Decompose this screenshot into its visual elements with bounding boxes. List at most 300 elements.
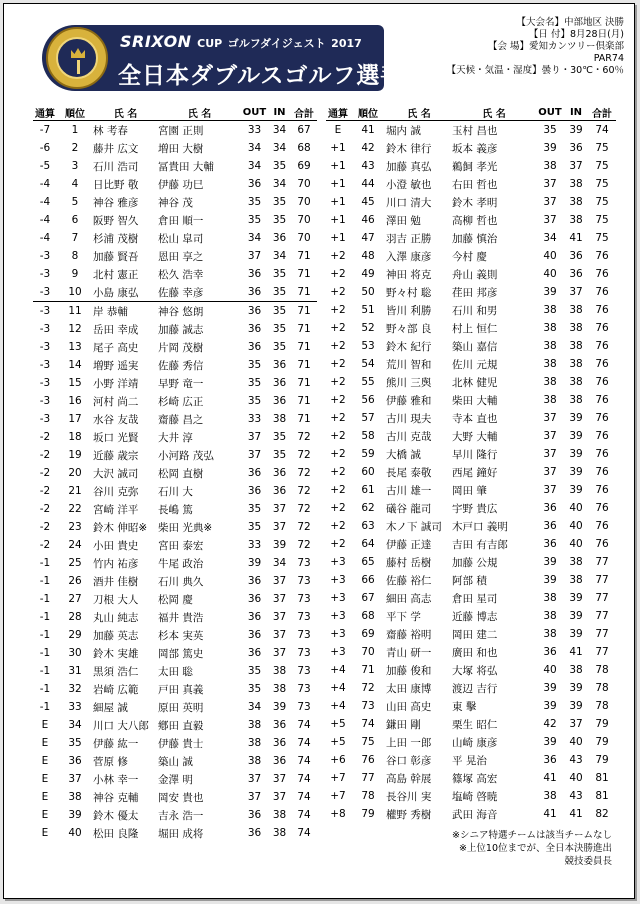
cell-score: -3	[39, 377, 51, 389]
table-row	[326, 301, 616, 319]
table-row	[33, 734, 317, 752]
cell-out: 38	[543, 160, 557, 172]
cell-score: +2	[330, 466, 346, 478]
table-header	[326, 105, 616, 121]
table-row	[326, 643, 616, 661]
cell-out: 34	[247, 701, 262, 713]
cell-player1: 鎌田 剛	[386, 718, 421, 731]
cell-player2: 吉田 有吉郎	[452, 538, 508, 551]
cell-in: 38	[569, 304, 583, 316]
cell-player2: 西尾 鐘好	[452, 466, 498, 479]
table-row	[33, 662, 317, 680]
cell-total: 78	[595, 700, 609, 712]
cell-player2: 松山 皐司	[158, 232, 204, 245]
cell-in: 40	[569, 502, 583, 514]
cell-player1: 加藤 俊和	[386, 664, 432, 677]
cell-rank: 56	[361, 394, 375, 406]
cell-total: 71	[297, 341, 311, 353]
table-row	[326, 571, 616, 589]
cell-total: 76	[595, 322, 609, 334]
cell-player2: 鄕田 直毅	[158, 719, 204, 732]
cell-player1: 佐藤 裕仁	[386, 574, 432, 587]
cell-player2: 加藤 公規	[452, 556, 498, 569]
cell-score: -3	[33, 283, 57, 302]
cell-score: +3	[330, 646, 346, 658]
cell-in: 37	[272, 629, 287, 641]
cell-rank: 47	[361, 232, 375, 244]
cell-rank: 68	[361, 610, 375, 622]
event-date: 【日 付】8月28日(月)	[528, 29, 624, 40]
cell-total: 69	[297, 160, 311, 172]
table-row	[33, 428, 317, 446]
cell-in: 38	[569, 556, 583, 568]
table-row	[33, 175, 317, 193]
table-row	[33, 518, 317, 536]
tournament-logo	[42, 25, 429, 91]
cell-rank: 31	[68, 665, 82, 677]
cell-out: 36	[247, 323, 262, 335]
cell-rank: 36	[68, 755, 82, 767]
cell-rank: 16	[68, 395, 82, 407]
table-row	[326, 229, 616, 247]
cell-player2: 金澤 明	[158, 773, 193, 786]
cell-rank: 63	[361, 520, 375, 532]
table-row	[33, 247, 317, 265]
cell-player2: 岡田 建二	[452, 628, 498, 641]
cell-total: 76	[595, 448, 609, 460]
cell-rank: 64	[361, 538, 375, 550]
cell-score: +1	[330, 232, 346, 244]
cell-out: 34	[543, 232, 557, 244]
cell-out: 37	[543, 466, 557, 478]
table-row	[326, 607, 616, 625]
cell-in: 34	[272, 250, 287, 262]
cell-total: 76	[595, 250, 609, 262]
cell-out: 33	[247, 539, 262, 551]
cell-rank: 51	[361, 304, 375, 316]
cell-rank: 2	[71, 142, 79, 154]
cell-in: 43	[569, 790, 583, 802]
cell-rank: 14	[68, 359, 82, 371]
cell-out: 36	[247, 611, 262, 623]
cell-score: +2	[330, 358, 346, 370]
cell-out: 38	[543, 322, 557, 334]
cell-rank: 38	[68, 791, 82, 803]
cell-in: 37	[272, 575, 287, 587]
cell-out: 35	[247, 377, 262, 389]
table-row	[33, 356, 317, 374]
cell-player2: 松岡 直樹	[158, 467, 204, 480]
table-row	[33, 680, 317, 698]
table-header	[33, 105, 317, 121]
cell-player1: 青山 研一	[386, 646, 432, 659]
table-row	[326, 697, 616, 715]
cell-total: 72	[297, 539, 311, 551]
event-info	[447, 17, 624, 77]
cell-player1: 大沢 誠司	[93, 467, 139, 480]
cell-total: 73	[297, 611, 311, 623]
cell-total: 76	[595, 286, 609, 298]
cell-in: 36	[272, 485, 287, 497]
table-row	[326, 193, 616, 211]
table-row	[33, 410, 317, 428]
cell-player2: 荏田 邦彦	[452, 286, 498, 299]
cell-total: 74	[297, 809, 311, 821]
cell-player1: 長谷川 実	[386, 790, 432, 803]
cell-total: 79	[595, 736, 609, 748]
cell-player1: 鈴木 優太	[93, 809, 139, 822]
cell-in: 36	[272, 719, 287, 731]
header-name2: 氏 名	[452, 105, 536, 121]
cell-out: 38	[543, 340, 557, 352]
cell-total: 74	[297, 773, 311, 785]
cell-out: 36	[247, 647, 262, 659]
cell-out: 41	[543, 772, 557, 784]
cell-player2: 倉田 順一	[158, 214, 204, 227]
crest-icon	[46, 27, 108, 89]
cell-player1: 藤井 広文	[93, 142, 139, 155]
cell-out: 37	[543, 214, 557, 226]
cell-rank: 39	[68, 809, 82, 821]
cell-in: 38	[272, 665, 287, 677]
cell-player2: 冨貴田 大輔	[158, 160, 214, 173]
cell-in: 38	[569, 394, 583, 406]
cell-in: 35	[272, 305, 287, 317]
table-row	[326, 283, 616, 301]
cell-total: 72	[297, 431, 311, 443]
cell-out: 39	[543, 142, 557, 154]
table-row	[326, 499, 616, 517]
cell-player2: 早川 隆行	[452, 448, 498, 461]
cell-player1: 伊藤 紘一	[93, 737, 139, 750]
table-row	[326, 157, 616, 175]
cell-out: 38	[543, 592, 557, 604]
cell-score: -3	[39, 250, 51, 262]
cell-total: 71	[297, 323, 311, 335]
cell-in: 39	[569, 466, 583, 478]
cell-in: 37	[272, 773, 287, 785]
cell-total: 72	[297, 503, 311, 515]
cell-player1: 加藤 賢吾	[93, 250, 139, 263]
cell-score: E	[41, 827, 49, 839]
cell-in: 34	[272, 178, 287, 190]
cell-out: 35	[247, 683, 262, 695]
cell-in: 41	[569, 232, 583, 244]
cell-total: 75	[595, 214, 609, 226]
cell-player1: 權野 秀樹	[386, 808, 432, 821]
cell-out: 35	[247, 395, 262, 407]
table-row	[326, 265, 616, 283]
cell-out: 40	[543, 268, 557, 280]
table-row	[33, 265, 317, 283]
cell-player2: 福井 貴浩	[158, 611, 204, 624]
cell-total: 77	[595, 556, 609, 568]
cell-player1: 齋藤 裕明	[386, 628, 432, 641]
cell-in: 36	[569, 142, 583, 154]
cell-player1: 野々部 良	[386, 322, 432, 335]
cell-player1: 増野 遥実	[93, 359, 139, 372]
cell-out: 37	[247, 431, 262, 443]
cell-in: 37	[272, 521, 287, 533]
cell-total: 72	[297, 485, 311, 497]
cell-player2: 恩田 享之	[158, 250, 204, 263]
table-row	[326, 445, 616, 463]
cell-player1: 坂口 光賢	[93, 431, 139, 444]
table-row	[33, 338, 317, 356]
table-row	[33, 806, 317, 824]
cell-score: -3	[39, 323, 51, 335]
cell-in: 39	[569, 628, 583, 640]
cell-in: 39	[569, 610, 583, 622]
cell-total: 75	[595, 160, 609, 172]
cell-score: +2	[330, 268, 346, 280]
cell-rank: 71	[361, 664, 375, 676]
cell-player2: 坂本 義彦	[452, 142, 498, 155]
cell-score: +4	[330, 682, 346, 694]
cell-player2: 伊藤 貴士	[158, 737, 204, 750]
table-row	[33, 698, 317, 716]
cell-player2: 岡田 肇	[452, 484, 487, 497]
cell-rank: 57	[361, 412, 375, 424]
cell-out: 38	[543, 394, 557, 406]
table-row	[326, 175, 616, 193]
cell-rank: 32	[68, 683, 82, 695]
cell-score: -1	[39, 575, 51, 587]
table-row	[33, 554, 317, 572]
cell-in: 38	[569, 340, 583, 352]
cell-player2: 宮田 泰宏	[158, 539, 204, 552]
cell-out: 36	[247, 629, 262, 641]
cell-out: 38	[543, 790, 557, 802]
cell-player1: 神谷 雅彦	[93, 196, 139, 209]
cell-total: 71	[291, 283, 317, 302]
cell-out: 36	[247, 467, 262, 479]
cell-in: 37	[569, 160, 583, 172]
cell-score: E	[334, 124, 342, 136]
cell-player1: 宮崎 洋平	[93, 503, 139, 516]
cell-score: +1	[330, 178, 346, 190]
cell-player1: 松田 良隆	[93, 827, 139, 840]
cell-in: 36	[272, 232, 287, 244]
cell-player2: 伊藤 功巳	[158, 178, 204, 191]
cell-player1: 小林 幸一	[93, 773, 139, 786]
header-total: 合計	[291, 105, 317, 121]
cell-total: 81	[595, 790, 609, 802]
cell-rank: 21	[68, 485, 82, 497]
cell-score: -1	[39, 593, 51, 605]
cell-player1: 大橋 誠	[386, 448, 421, 461]
cell-player2: 築山 誠	[158, 755, 193, 768]
cell-total: 76	[595, 340, 609, 352]
cell-player1: 岳田 幸成	[93, 323, 139, 336]
cell-rank: 69	[361, 628, 375, 640]
cell-score: -1	[39, 683, 51, 695]
cell-player1: 平下 学	[386, 610, 421, 623]
cell-in: 36	[272, 359, 287, 371]
cell-rank: 44	[361, 178, 375, 190]
cell-out: 36	[247, 268, 262, 280]
cell-rank: 9	[71, 268, 79, 280]
cell-score: -2	[39, 449, 51, 461]
cell-player1: 尾子 高史	[93, 341, 139, 354]
cell-player1: 小野 洋靖	[93, 377, 139, 390]
cell-score: E	[41, 791, 49, 803]
cell-rank: 59	[361, 448, 375, 460]
cell-out: 36	[247, 593, 262, 605]
cell-total: 75	[595, 142, 609, 154]
cell-score: -2	[39, 539, 51, 551]
cell-player2: 鈴木 孝明	[452, 196, 498, 209]
header-score: 通算	[33, 105, 57, 121]
cell-total: 74	[595, 124, 609, 136]
cell-player1: 日比野 敬	[93, 178, 139, 191]
cell-player1: 小澄 敏也	[386, 178, 432, 191]
cell-out: 34	[247, 232, 262, 244]
cell-player1: 鈴木 律行	[386, 142, 432, 155]
cell-total: 74	[297, 719, 311, 731]
cell-player1: 谷川 克弥	[93, 485, 139, 498]
table-row	[33, 121, 317, 140]
table-row	[33, 644, 317, 662]
cell-score: E	[41, 737, 49, 749]
course-par: PAR74	[593, 53, 624, 64]
cell-rank: 12	[68, 323, 82, 335]
cell-player2: 塩崎 啓暁	[452, 790, 498, 803]
cell-score: +1	[330, 160, 346, 172]
cell-out: 33	[247, 413, 262, 425]
cell-player2: 右田 哲也	[452, 178, 498, 191]
cell-score: -1	[39, 611, 51, 623]
cell-in: 41	[569, 808, 583, 820]
cell-player1: 伊藤 雅和	[386, 394, 432, 407]
header-out: OUT	[241, 105, 268, 121]
cell-out: 34	[247, 142, 262, 154]
cell-score: +7	[330, 790, 346, 802]
cell-score: +4	[330, 664, 346, 676]
cell-in: 38	[272, 413, 287, 425]
table-row	[326, 427, 616, 445]
table-row	[33, 157, 317, 175]
cell-rank: 34	[68, 719, 82, 731]
cell-player2: 近藤 博志	[452, 610, 498, 623]
cell-in: 40	[569, 538, 583, 550]
cell-in: 38	[569, 322, 583, 334]
cell-score: +2	[330, 376, 346, 388]
cell-player2: 倉田 星司	[452, 592, 498, 605]
table-row	[326, 391, 616, 409]
cell-score: -2	[39, 503, 51, 515]
cell-player1: 菅原 修	[93, 755, 128, 768]
table-row	[33, 608, 317, 626]
table-row	[326, 679, 616, 697]
cell-in: 35	[272, 431, 287, 443]
cell-score: -1	[39, 557, 51, 569]
cell-score: -3	[39, 395, 51, 407]
cell-in: 39	[272, 701, 287, 713]
cell-total: 77	[595, 646, 609, 658]
table-row	[326, 481, 616, 499]
cell-rank: 76	[361, 754, 375, 766]
cell-rank: 48	[361, 250, 375, 262]
cell-out: 33	[247, 124, 262, 136]
cell-rank: 30	[68, 647, 82, 659]
cell-player2: 玉村 昌也	[452, 124, 498, 137]
cell-score: E	[41, 809, 49, 821]
cell-player2: 篠塚 高宏	[452, 772, 498, 785]
cell-out: 39	[543, 574, 557, 586]
cell-player2: 築山 嘉信	[452, 340, 498, 353]
cell-in: 38	[569, 178, 583, 190]
cell-score: E	[41, 755, 49, 767]
table-row	[326, 625, 616, 643]
cell-in: 38	[569, 358, 583, 370]
cell-score: -3	[39, 305, 51, 317]
cell-player2: 松久 浩幸	[158, 268, 204, 281]
cell-score: -1	[39, 665, 51, 677]
cell-player1: 熊川 三舆	[386, 376, 432, 389]
header-name1: 氏 名	[386, 105, 452, 121]
cell-total: 74	[297, 791, 311, 803]
cell-score: -1	[39, 629, 51, 641]
cell-rank: 1	[71, 124, 79, 136]
cell-total: 76	[595, 520, 609, 532]
cell-total: 76	[595, 358, 609, 370]
cell-player2: 寺本 直也	[452, 412, 498, 425]
cell-player2: 杉崎 広正	[158, 395, 204, 408]
cell-rank: 54	[361, 358, 375, 370]
table-row	[33, 229, 317, 247]
cell-total: 68	[297, 142, 311, 154]
cell-player1: 長尾 泰敬	[386, 466, 432, 479]
cell-rank: 13	[68, 341, 82, 353]
cell-player1: 鈴木 伸昭※	[93, 521, 148, 534]
table-row	[326, 517, 616, 535]
cell-rank: 46	[361, 214, 375, 226]
table-row	[326, 409, 616, 427]
header-total: 合計	[588, 105, 616, 121]
table-row	[33, 536, 317, 554]
footnotes	[452, 829, 612, 868]
table-row	[33, 139, 317, 157]
cell-total: 79	[595, 754, 609, 766]
cell-rank: 4	[71, 178, 79, 190]
cell-out: 39	[543, 700, 557, 712]
cell-score: +4	[330, 700, 346, 712]
cell-player2: 大塚 将弘	[452, 664, 498, 677]
table-row	[326, 769, 616, 787]
cell-rank: 25	[68, 557, 82, 569]
cell-out: 38	[247, 719, 262, 731]
cell-total: 71	[297, 377, 311, 389]
cell-total: 71	[297, 305, 311, 317]
cell-total: 73	[297, 593, 311, 605]
cell-out: 34	[247, 160, 262, 172]
cell-player2: 石川 典久	[158, 575, 204, 588]
cell-rank: 8	[71, 250, 79, 262]
cell-player1: 水谷 友哉	[93, 413, 139, 426]
cell-player2: 武田 海音	[452, 808, 498, 821]
cell-rank: 75	[361, 736, 375, 748]
cell-in: 37	[272, 611, 287, 623]
cell-out: 37	[247, 250, 262, 262]
cell-in: 41	[569, 646, 583, 658]
cell-player1: 河村 尚二	[93, 395, 139, 408]
cell-in: 38	[569, 196, 583, 208]
cell-rank: 78	[361, 790, 375, 802]
cell-player1: 酒井 佳樹	[93, 575, 139, 588]
cell-in: 35	[272, 341, 287, 353]
cell-rank: 77	[361, 772, 375, 784]
